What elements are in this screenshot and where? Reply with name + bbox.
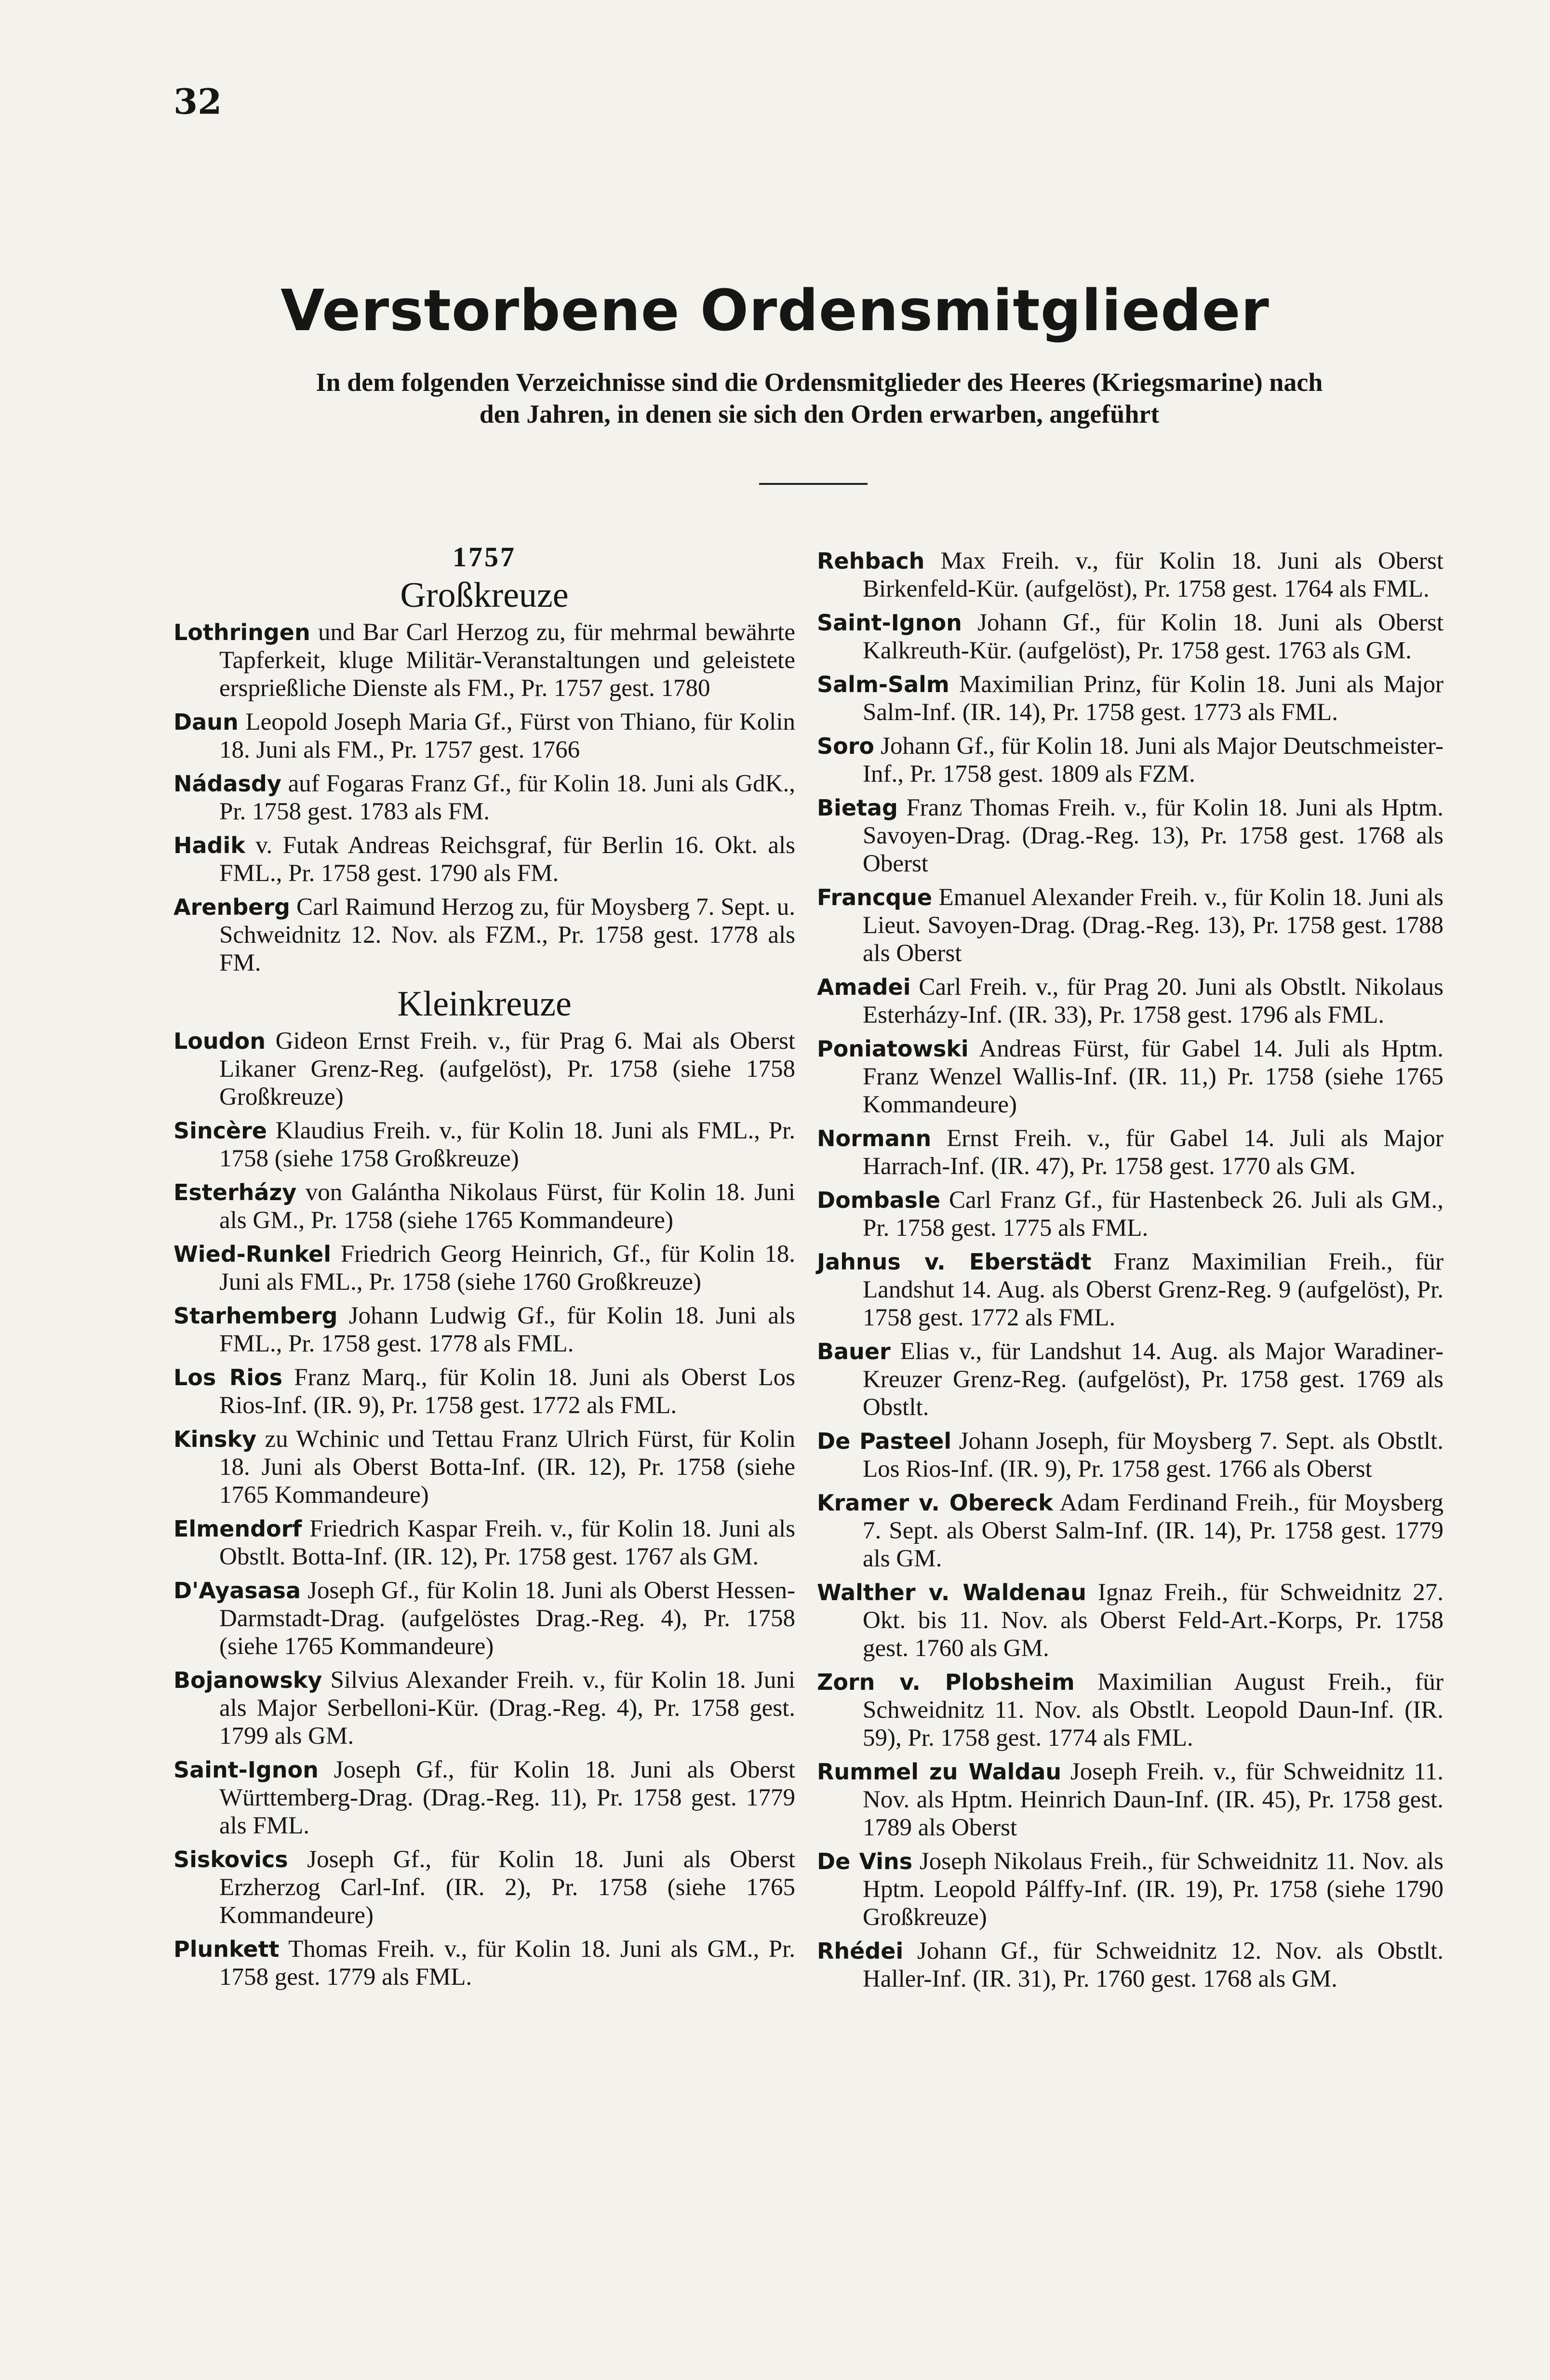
member-name: Siskovics [174,1846,288,1872]
member-details: Emanuel Alexander Freih. v., für Kolin 18. Juni als Lieut. Savoyen-Drag. (Drag.-Reg. 13), Pr. 1758 gest. 1788 als Oberst [863,884,1443,967]
member-name: Zorn v. Plobsheim [817,1669,1075,1695]
list-item [817,547,1443,603]
list-item [174,1666,795,1750]
member-details: Friedrich Georg Heinrich, Gf., für Kolin 18. Juni als FML., Pr. 1758 (siehe 1760 Großkreuze) [219,1241,795,1296]
member-name: Plunkett [174,1936,280,1962]
list-item [817,1489,1443,1573]
page-title: Verstorbene Ordensmitglieder [281,277,1269,344]
list-item [174,1935,795,1991]
list-item [174,1302,795,1358]
member-details: Elias v., für Landshut 14. Aug. als Major Waradiner-Kreuzer Grenz-Reg. (aufgelöst), Pr. 1758 gest. 1769 als Obstlt. [863,1338,1443,1421]
list-item [174,770,795,826]
member-name: De Vins [817,1848,913,1874]
member-details: zu Wchinic und Tettau Franz Ulrich Fürst, für Kolin 18. Juni als Oberst Botta-Inf. (IR. 12), Pr. 1758 (siehe 1765 Kommandeure) [219,1426,795,1509]
member-details: auf Fogaras Franz Gf., für Kolin 18. Juni als GdK., Pr. 1758 gest. 1783 als FM. [219,770,795,825]
member-name: Daun [174,709,239,735]
member-details: Franz Marq., für Kolin 18. Juni als Oberst Los Rios-Inf. (IR. 9), Pr. 1758 gest. 1772 als FML. [219,1364,795,1419]
member-name: Sincère [174,1118,267,1144]
section-heading-kleinkreuze: Kleinkreuze [397,984,572,1024]
member-details: Johann Gf., für Schweidnitz 12. Nov. als Obstlt. Haller-Inf. (IR. 31), Pr. 1760 gest. 1768 als GM. [863,1938,1443,1992]
member-name: Rummel zu Waldau [817,1759,1062,1785]
member-details: Joseph Freih. v., für Schweidnitz 11. Nov. als Hptm. Heinrich Daun-Inf. (IR. 45), Pr. 1758 gest. 1789 als Oberst [863,1758,1443,1841]
member-name: Esterházy [174,1179,297,1205]
member-details: Carl Franz Gf., für Hastenbeck 26. Juli als GM., Pr. 1758 gest. 1775 als FML. [863,1187,1443,1242]
list-item [174,1515,795,1571]
list-item [817,1427,1443,1483]
intro-line-2: den Jahren, in denen sie sich den Orden erwarben, angeführt [479,400,1160,428]
list-item [817,670,1443,726]
list-item [817,1186,1443,1242]
member-name: Wied-Runkel [174,1241,331,1267]
list-item [817,609,1443,665]
member-name: Rehbach [817,548,925,574]
member-details: Thomas Freih. v., für Kolin 18. Juni als GM., Pr. 1758 gest. 1779 als FML. [219,1936,795,1991]
member-details: Maximilian August Freih., für Schweidnitz 11. Nov. als Obstlt. Leopold Daun-Inf. (IR. 59), Pr. 1758 gest. 1774 als FML. [863,1669,1443,1752]
member-name: Bauer [817,1338,891,1364]
member-name: Rhédei [817,1938,904,1964]
member-name: Hadik [174,832,245,858]
member-details: und Bar Carl Herzog zu, für mehrmal bewährte Tapferkeit, kluge Militär-Veranstaltungen und geleistete ersprießliche Dienste als FM., Pr. 1757 gest. 1780 [219,619,795,702]
list-item [174,618,795,702]
list-item [174,708,795,764]
member-details: Johann Gf., für Kolin 18. Juni als Major Deutschmeister-Inf., Pr. 1758 gest. 1809 als FZM. [863,733,1443,788]
section-heading-grosskreuze: Großkreuze [400,575,569,615]
member-name: Arenberg [174,894,290,920]
list-item [174,1027,795,1111]
member-name: Los Rios [174,1364,282,1391]
list-item [174,831,795,887]
member-details: Franz Maximilian Freih., für Landshut 14. Aug. als Oberst Grenz-Reg. 9 (aufgelöst), Pr. 1758 gest. 1772 als FML. [863,1248,1443,1331]
member-details: Maximilian Prinz, für Kolin 18. Juni als Major Salm-Inf. (IR. 14), Pr. 1758 gest. 1773 als FML. [863,671,1443,726]
member-details: Joseph Gf., für Kolin 18. Juni als Oberst Hessen-Darmstadt-Drag. (aufgelöstes Drag.-Reg. 4), Pr. 1758 (siehe 1765 Kommandeure) [219,1577,795,1660]
member-name: Lothringen [174,619,310,645]
member-details: Adam Ferdinand Freih., für Moysberg 7. Sept. als Oberst Salm-Inf. (IR. 14), Pr. 1758 gest. 1779 als GM. [863,1489,1444,1572]
member-details: Joseph Gf., für Kolin 18. Juni als Oberst Erzherzog Carl-Inf. (IR. 2), Pr. 1758 (siehe 1765 Kommandeure) [219,1846,795,1929]
intro-line-1: In dem folgenden Verzeichnisse sind die Ordensmitglieder des Heeres (Kriegsmarine) nach [316,368,1323,397]
member-details: Gideon Ernst Freih. v., für Prag 6. Mai als Oberst Likaner Grenz-Reg. (aufgelöst), Pr. 1758 (siehe 1758 Großkreuze) [219,1028,795,1110]
right-entries-list [817,547,1443,1993]
list-item [817,1337,1443,1421]
page-number: 32 [174,81,222,122]
list-item [174,1845,795,1929]
member-details: Friedrich Kaspar Freih. v., für Kolin 18. Juni als Obstlt. Botta-Inf. (IR. 12), Pr. 1758 gest. 1767 als GM. [219,1515,795,1570]
member-details: Leopold Joseph Maria Gf., Fürst von Thiano, für Kolin 18. Juni als FM., Pr. 1757 gest. 1766 [219,709,795,763]
list-item [817,1937,1443,1993]
member-name: Amadei [817,974,911,1000]
list-item [174,1577,795,1660]
list-item [174,1240,795,1296]
member-details: v. Futak Andreas Reichsgraf, für Berlin 16. Okt. als FML., Pr. 1758 gest. 1790 als FM. [219,832,795,887]
list-item [817,1035,1443,1119]
member-details: Johann Joseph, für Moysberg 7. Sept. als Obstlt. Los Rios-Inf. (IR. 9), Pr. 1758 gest. 1766 als Oberst [863,1428,1443,1483]
member-details: Max Freih. v., für Kolin 18. Juni als Oberst Birkenfeld-Kür. (aufgelöst), Pr. 1758 gest. 1764 als FML. [863,548,1443,602]
list-item [817,883,1443,967]
intro-text [193,366,1446,430]
member-details: Andreas Fürst, für Gabel 14. Juli als Hptm. Franz Wenzel Wallis-Inf. (IR. 11,) Pr. 1758 (siehe 1765 Kommandeure) [863,1035,1443,1118]
list-item [174,893,795,977]
member-details: Silvius Alexander Freih. v., für Kolin 18. Juni als Major Serbelloni-Kür. (Drag.-Reg. 4), Pr. 1758 gest. 1799 als GM. [219,1667,795,1750]
list-item [817,1758,1443,1842]
kleinkreuze-list [174,1027,795,1991]
member-name: Soro [817,733,875,759]
member-details: Johann Gf., für Kolin 18. Juni als Oberst Kalkreuth-Kür. (aufgelöst), Pr. 1758 gest. 1763 als GM. [863,609,1443,664]
list-item [817,794,1443,878]
member-name: Salm-Salm [817,671,949,697]
list-item [817,1847,1443,1931]
list-item [174,1178,795,1234]
list-item [174,1364,795,1419]
member-details: Franz Thomas Freih. v., für Kolin 18. Juni als Hptm. Savoyen-Drag. (Drag.-Reg. 13), Pr. 1758 gest. 1768 als Oberst [863,794,1443,877]
member-details: Ernst Freih. v., für Gabel 14. Juli als Major Harrach-Inf. (IR. 47), Pr. 1758 gest. 1770 als GM. [863,1125,1443,1180]
divider-rule [759,483,868,485]
member-details: Ignaz Freih., für Schweidnitz 27. Okt. bis 11. Nov. als Oberst Feld-Art.-Korps, Pr. 1758 gest. 1760 als GM. [863,1579,1443,1662]
list-item [174,1756,795,1840]
member-name: Saint-Ignon [174,1757,319,1783]
list-item [817,1124,1443,1180]
member-name: Nádasdy [174,771,281,797]
member-details: Johann Ludwig Gf., für Kolin 18. Juni als FML., Pr. 1758 gest. 1778 als FML. [219,1302,795,1357]
member-details: Klaudius Freih. v., für Kolin 18. Juni als FML., Pr. 1758 (siehe 1758 Großkreuze) [219,1117,795,1172]
year-heading: 1757 [453,541,516,573]
member-name: Kinsky [174,1426,257,1452]
member-name: Poniatowski [817,1036,969,1062]
right-column [817,547,1443,1999]
left-column [174,542,795,1997]
member-name: Normann [817,1125,932,1151]
member-name: Kramer v. Obereck [817,1490,1053,1516]
member-name: Starhemberg [174,1303,338,1329]
member-name: D'Ayasasa [174,1578,301,1604]
member-name: Elmendorf [174,1516,302,1542]
member-name: Jahnus v. Eberstädt [817,1249,1092,1275]
member-name: Walther v. Waldenau [817,1579,1087,1605]
list-item [817,973,1443,1029]
member-name: Bietag [817,795,898,821]
member-details: Carl Raimund Herzog zu, für Moysberg 7. Sept. u. Schweidnitz 12. Nov. als FZM., Pr. 1758 gest. 1778 als FM. [219,894,795,976]
list-item [174,1425,795,1509]
member-name: Dombasle [817,1187,941,1213]
list-item [817,1578,1443,1662]
member-name: Saint-Ignon [817,610,962,636]
member-name: Bojanowsky [174,1667,322,1693]
member-details: Joseph Gf., für Kolin 18. Juni als Oberst Württemberg-Drag. (Drag.-Reg. 11), Pr. 1758 gest. 1779 als FML. [219,1756,795,1839]
member-name: Loudon [174,1028,266,1054]
list-item [174,1117,795,1173]
grosskreuze-list [174,618,795,977]
member-details: Joseph Nikolaus Freih., für Schweidnitz 11. Nov. als Hptm. Leopold Pálffy-Inf. (IR. 19), Pr. 1758 (siehe 1790 Großkreuze) [863,1848,1443,1931]
list-item [817,1248,1443,1332]
member-name: Francque [817,884,933,910]
member-details: Carl Freih. v., für Prag 20. Juni als Obstlt. Nikolaus Esterházy-Inf. (IR. 33), Pr. 1758 gest. 1796 als FML. [863,974,1443,1029]
list-item [817,732,1443,788]
member-name: De Pasteel [817,1428,952,1454]
member-details: von Galántha Nikolaus Fürst, für Kolin 18. Juni als GM., Pr. 1758 (siehe 1765 Kommandeure) [219,1179,795,1234]
list-item [817,1668,1443,1752]
